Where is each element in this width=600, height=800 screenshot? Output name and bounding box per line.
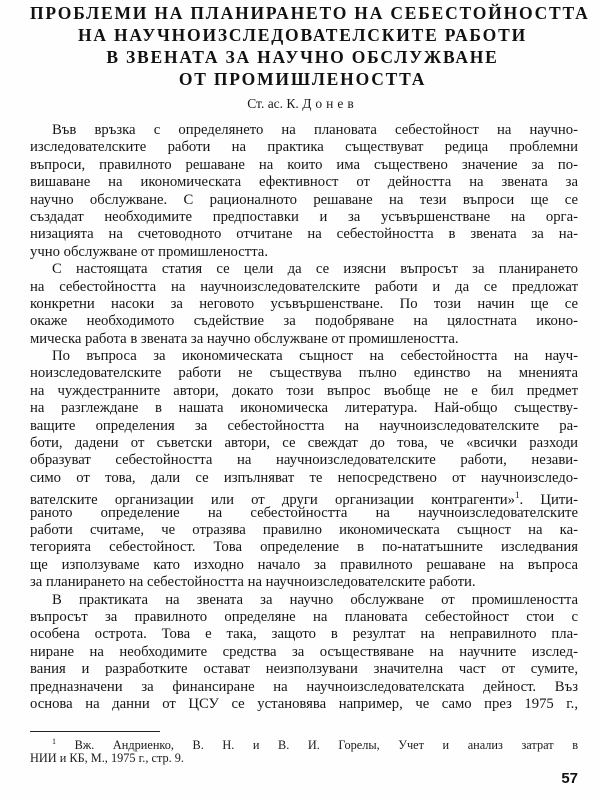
text-line: образуват себестойността на научноизследователските работи, незави-	[30, 452, 578, 469]
text-line: Във връзка с определянето на плановата себестойност на научно-	[52, 122, 578, 138]
text-line: По въпроса за икономическата същност на себестойността на науч-	[52, 348, 578, 365]
footnote-line	[30, 734, 578, 753]
text-line: основа на данни от ЦСУ се установява например, че само през 1975 г.,	[30, 695, 578, 712]
text-line: ноизследователските работи не съществува пълно единство на мненията	[30, 365, 578, 382]
text-line: въпроси, правилното решаване на които има съществено значение за по-	[30, 156, 578, 173]
text-line: конкретни насоки за неговото усъвършенстване. По този начин ще се	[30, 295, 578, 312]
text-line: на разглеждане в нашата икономическа литература. Най-общо съществу-	[30, 400, 578, 417]
author-prefix: Ст. ас. К.	[247, 96, 299, 111]
text-line: ниране на необходимите средства за осъществяване на научните изслед-	[30, 643, 578, 660]
text-line-with-footnote-ref	[30, 487, 578, 509]
text-line: научно обслужване. С рационалното решаване на тези въпроси ще се	[30, 191, 578, 208]
text-line: симо от това, дали се изпълняват те непосредствено от научноизследо-	[30, 469, 578, 486]
page-number: 57	[561, 770, 578, 787]
author-line	[30, 96, 575, 112]
title-line: ПРОБЛЕМИ НА ПЛАНИРАНЕТО НА СЕБЕСТОЙНОСТТА	[30, 3, 590, 23]
article-title	[30, 2, 590, 90]
text-line: на чуждестранните автори, докато този въпрос въобще не е бил предмет	[30, 382, 578, 399]
title-line: НА НАУЧНОИЗСЛЕДОВАТЕЛСКИТЕ РАБОТИ	[78, 25, 527, 45]
text-line: раното определение на себестойността на научноизследователските	[30, 504, 578, 521]
text-line: С настоящата статия се цели да се изясни въпросът за планирането	[52, 261, 578, 278]
text-line: работи считаме, че отразява правилно икономическата същност на ка-	[30, 521, 578, 538]
text-line: предназначени за финансиране на научноизследователската дейност. Въз	[30, 678, 578, 695]
text-line: вишаване на икономическата ефективност от дейността на звената за	[30, 174, 578, 191]
text-line: изследователските работи на практика съществуват редица проблемни	[30, 139, 578, 156]
text-line: за планирането на себестойността на научноизследователските работи.	[30, 574, 476, 591]
text-line: вания и разработките остават неизползувани значителна част от сумите,	[30, 661, 578, 678]
text-line: създадат необходимите предпоставки и за усъвършенстване на орга-	[30, 208, 578, 225]
footnote-divider	[30, 731, 160, 732]
footnote-mark: 1	[52, 737, 56, 746]
text-line: ващите определения за себестойността на научноизследователските ра-	[30, 417, 578, 434]
footnote-ref: 1	[514, 490, 520, 501]
text-line: въпросът за правилното определяне на плановата себестойност стои с	[30, 608, 578, 625]
text-line: низацията на счетоводното отчитане на себестойността в звената за на-	[30, 226, 578, 243]
text-segment: вателските организации или от други организации контрагенти»	[30, 492, 515, 509]
footnote-line: НИИ и КБ, М., 1975 г., стр. 9.	[30, 751, 184, 765]
text-segment: . Цити-	[519, 492, 578, 509]
footnote-text: Вж. Андриенко, В. Н. и В. И. Горелы, Учет и анализ затрат в	[74, 738, 578, 753]
title-line: В ЗВЕНАТА ЗА НАУЧНО ОБСЛУЖВАНЕ	[106, 47, 499, 67]
article-body	[30, 122, 578, 713]
text-line: мическа работа в звената за научно обслужване от промишлеността.	[30, 330, 459, 347]
text-line: учно обслужване от промишлеността.	[30, 243, 268, 260]
title-line: ОТ ПРОМИШЛЕНОСТТА	[178, 69, 427, 89]
text-line: тегорията себестойност. Това определение в по-нататъшните изследвания	[30, 539, 578, 556]
text-line: боти, дадени от съветски автори, се свеждат до това, че «всички разходи	[30, 435, 578, 452]
text-line: В практиката на звената за научно обслужване от промишлеността	[52, 591, 578, 608]
footnote	[30, 734, 578, 766]
text-line: окаже необходимото съдействие за подобряване на цялостната иконо-	[30, 313, 578, 330]
text-line: ще използуваме като изходно начало за правилното решаване на въпроса	[30, 556, 578, 573]
text-line: особена острота. Това е така, защото в резултат на неправилното пла-	[30, 626, 578, 643]
author-name: Донев	[302, 96, 358, 111]
text-line: на себестойността на научноизследователските работи и да се предложат	[30, 278, 578, 295]
